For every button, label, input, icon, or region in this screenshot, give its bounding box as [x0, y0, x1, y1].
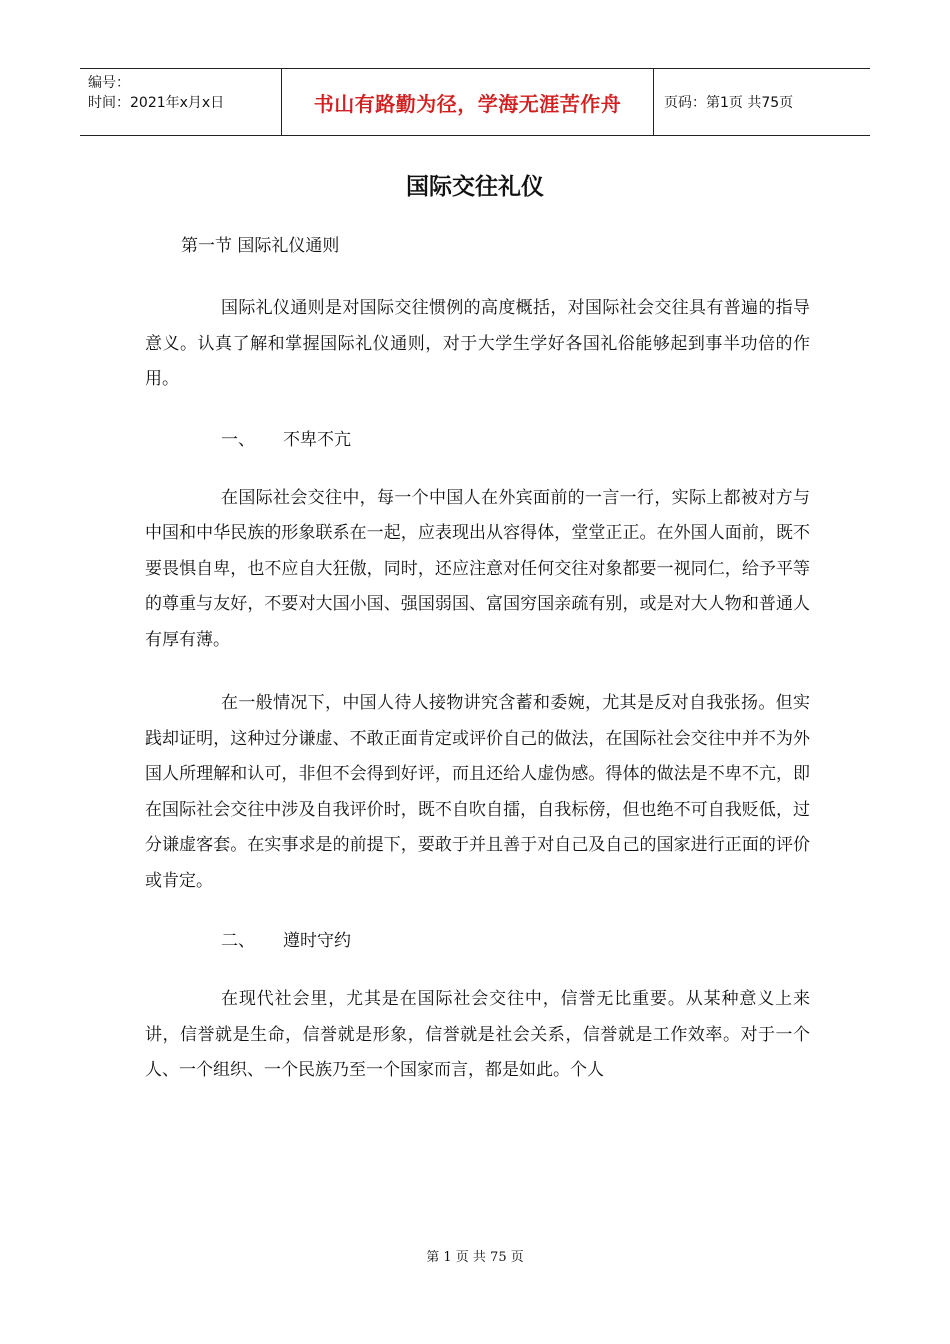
intro-paragraph: 国际礼仪通则是对国际交往惯例的高度概括，对国际社会交往具有普遍的指导意义。认真了解和掌握国际礼仪通则，对于大学生学好各国礼俗能够起到事半功倍的作用。: [145, 298, 810, 389]
number-label: 编号：: [88, 75, 130, 91]
subheading-2-label: 遵时守约: [283, 931, 351, 951]
subheading-1: [221, 426, 810, 454]
subheading-2-number: 二、: [221, 931, 255, 951]
document-title: 国际交往礼仪: [406, 174, 544, 200]
page-footer: 第 1 页 共 75 页: [426, 1250, 524, 1265]
paragraph-3: 在现代社会里，尤其是在国际社会交往中，信誉无比重要。从某种意义上来讲，信誉就是生命，信誉就是形象，信誉就是社会关系，信誉就是工作效率。对于一个人、一个组织、一个民族乃至一个国家而言，都是如此。个人: [145, 989, 810, 1080]
subheading-2: [221, 927, 810, 955]
paragraph-2: 在一般情况下，中国人待人接物讲究含蓄和委婉，尤其是反对自我张扬。但实践却证明，这种过分谦虚、不敢正面肯定或评价自己的做法，在国际社会交往中并不为外国人所理解和认可，非但不会得到好评，而且还给人虚伪感。得体的做法是不卑不亢，即在国际社会交往中涉及自我评价时，既不自吹自擂，自我标傍，但也绝不可自我贬低，过分谦虚客套。在实事求是的前提下，要敢于并且善于对自己及自己的国家进行正面的评价或肯定。: [145, 693, 810, 891]
section-title: 第一节 国际礼仪通则: [181, 236, 340, 256]
paragraph-1: 在国际社会交往中，每一个中国人在外宾面前的一言一行，实际上都被对方与中国和中华民族的形象联系在一起，应表现出从容得体，堂堂正正。在外国人面前，既不要畏惧自卑，也不应自大狂傲，同时，还应注意对任何交往对象都要一视同仁，给予平等的尊重与友好，不要对大国小国、强国弱国、富国穷国亲疏有别，或是对大人物和普通人有厚有薄。: [145, 487, 810, 650]
subheading-1-number: 一、: [221, 429, 255, 450]
subheading-1-label: 不卑不亢: [283, 429, 351, 450]
header-page-info: 页码：第1页 共75页: [664, 95, 794, 111]
date-line: 时间：2021年x月x日: [88, 95, 225, 111]
header-meta-cell: [80, 69, 282, 135]
header-table: [80, 68, 870, 136]
header-motto: 书山有路勤为径，学海无涯苦作舟: [282, 69, 654, 135]
document-body: [145, 232, 810, 1117]
